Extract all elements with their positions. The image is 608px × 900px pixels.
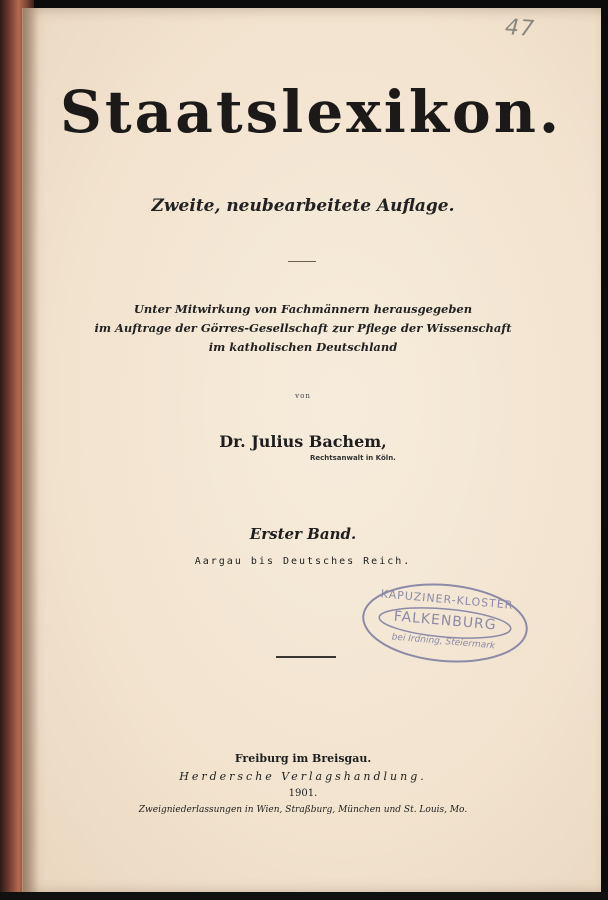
collaboration-block — [60, 300, 546, 357]
collaboration-line-2: im Auftrage der Görres-Gesellschaft zur Pflege der Wissenschaft — [94, 321, 512, 335]
stamp-line-3: bei Irdning, Steiermark — [391, 632, 496, 652]
imprint-place: Freiburg im Breisgau. — [234, 752, 372, 765]
von-word: von — [295, 392, 311, 400]
collaboration-line-1: Unter Mitwirkung von Fachmännern herausgegeben — [133, 302, 473, 316]
volume-range: Aargau bis Deutsches Reich. — [194, 556, 412, 567]
bottom-edge — [0, 892, 608, 900]
page-gutter-shadow — [23, 8, 39, 894]
author-name: Dr. Julius Bachem, — [219, 432, 387, 451]
collaboration-line-3: im katholischen Deutschland — [208, 340, 398, 354]
edition-line: Zweite, neubearbeitete Auflage. — [151, 196, 455, 216]
pencil-note: 47 — [504, 14, 536, 43]
book-title: Staatslexikon. — [60, 78, 563, 146]
stamp-line-1: KAPUZINER-KLOSTER — [380, 587, 514, 612]
library-stamp — [358, 576, 532, 670]
divider-rule-top — [288, 261, 316, 262]
author-role: Rechtsanwalt in Köln. — [310, 454, 396, 462]
stamp-line-2: FALKENBURG — [393, 608, 498, 634]
imprint-publisher: Herdersche Verlagshandlung. — [179, 770, 427, 783]
volume-label: Erster Band. — [249, 525, 357, 543]
imprint-year: 1901. — [288, 788, 318, 799]
imprint-branches: Zweigniederlassungen in Wien, Straßburg, München und St. Louis, Mo. — [138, 805, 468, 815]
divider-rule-bottom — [276, 656, 336, 658]
